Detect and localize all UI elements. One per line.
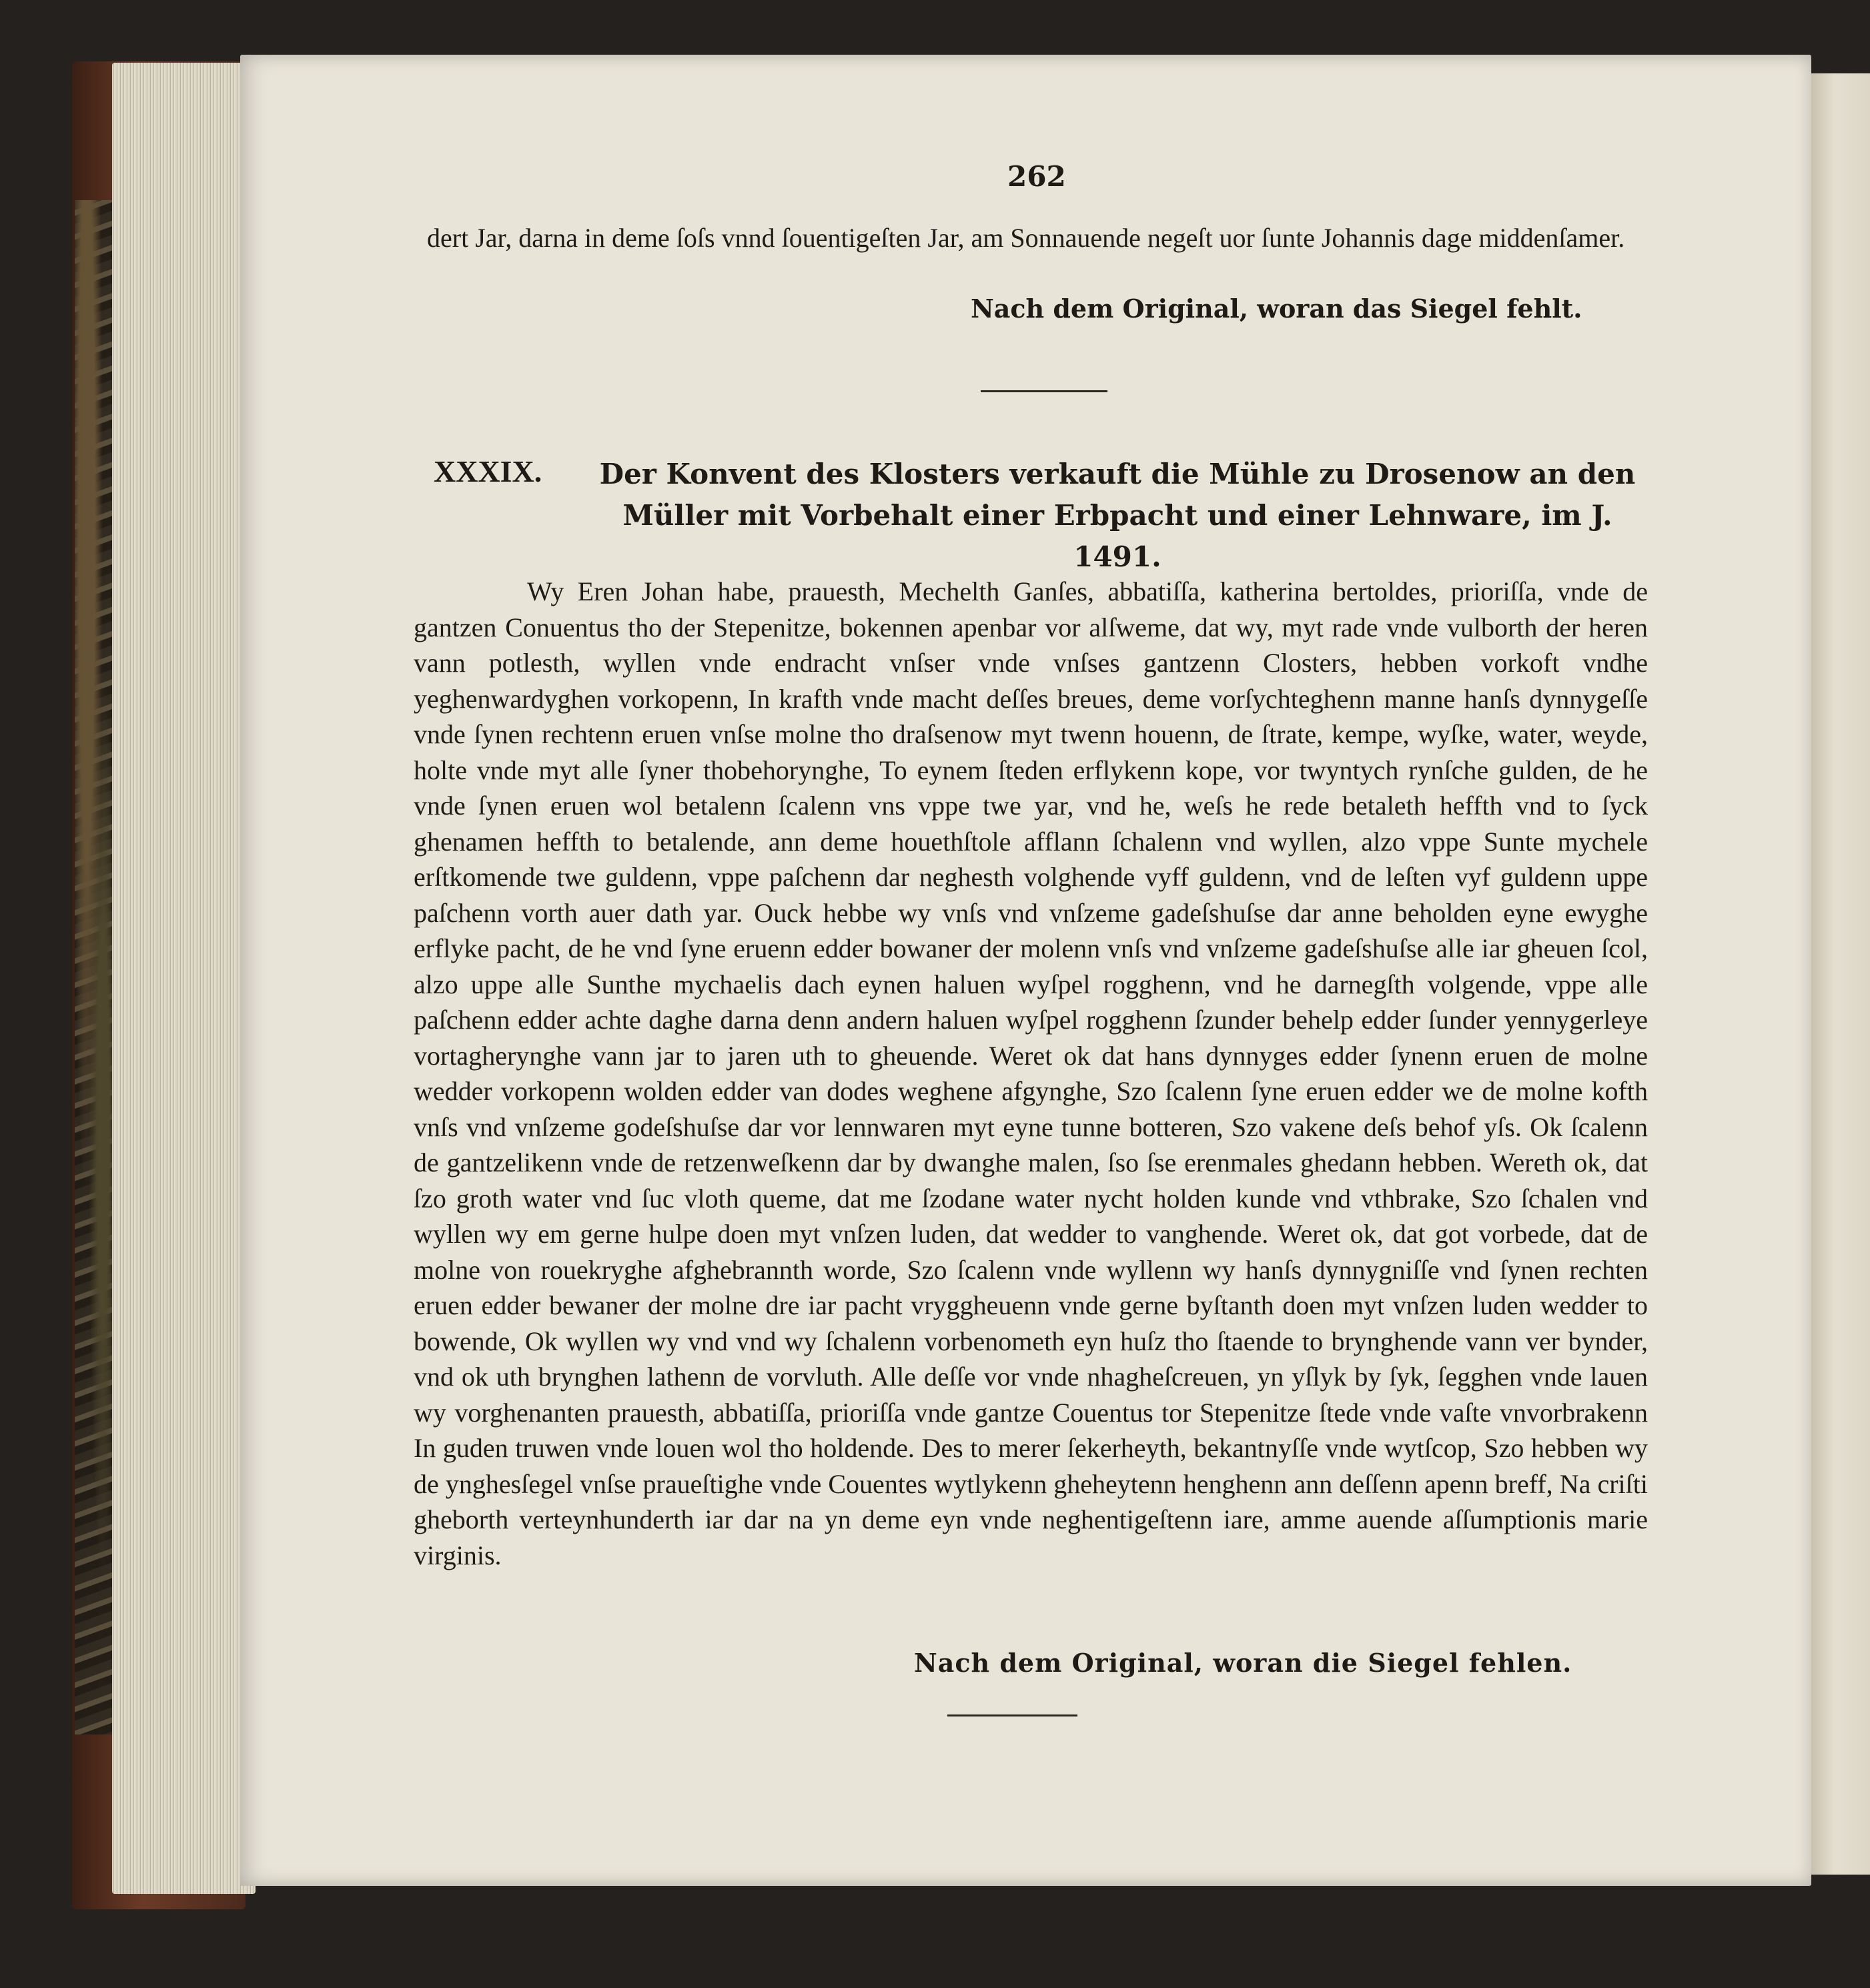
continuation-text: dert Jar, darna in deme ſoſs vnnd ſouentigeſten Jar, am Sonnauende negeſt uor ſunte Johannis dage middenſamer. xyxy=(427,223,1625,253)
page-edges xyxy=(112,63,256,1894)
document-heading: Der Konvent des Klosters verkauft die Mühle zu Drosenow an den Müller mit Vorbehalt einer Erbpacht und einer Lehnware, im J. 1491. xyxy=(599,458,1636,573)
page-number: 262 xyxy=(1007,160,1066,193)
document-number: XXXIX. xyxy=(434,454,542,488)
section-divider xyxy=(981,390,1107,392)
facing-page-edge xyxy=(1811,73,1870,1875)
end-divider xyxy=(947,1714,1077,1716)
source-note: Nach dem Original, woran das Siegel fehlt. xyxy=(971,294,1582,324)
marbled-cover-pattern xyxy=(75,200,115,1734)
source-note-end: Nach dem Original, woran die Siegel fehlen. xyxy=(914,1648,1572,1678)
document-body: Wy Eren Johan habe, prauesth, Mechelth Ganſes, abbatiſſa, katherina bertoldes, prioriſſa, vnde de gantzen Conuentus tho der Stepenitze, bokennen apenbar vor alſweme, dat wy, myt rade vnde vulborth der heren vann potlesth, wyllen vnde endracht vnſser vnde vnſses gantzenn Closters, hebben vorkoft vndhe yeghenwardyghen vorkopenn, In krafth vnde macht deſſes breues, deme vorſychteghenn manne hanſs dynnygeſſe vnde ſynen rechtenn eruen vnſse molne tho draſsenow myt twenn houenn, de ſtrate, kempe, wyſke, water, weyde, holte vnde myt alle ſyner thobehorynghe, To eynem ſteden erflykenn kope, vor twyntych rynſche gulden, de he vnde ſynen eruen wol betalenn ſcalenn vns vppe twe yar, vnd he, weſs he rede betaleth heffth vnd to ſyck ghenamen heffth to betalende, ann deme houethſtole afflann ſchalenn vnd wyllen, alzo vppe Sunte mychele erſtkomende twe guldenn, vppe paſchenn dar neghesth volghende vyff guldenn, vnd de leſten vyf guldenn uppe paſchenn vorth auer dath yar. Ouck hebbe wy vnſs vnd vnſzeme gadeſshuſse dar anne beholden eyne ewyghe erflyke pacht, de he vnd ſyne eruenn edder bowaner der molenn vnſs vnd vnſzeme gadeſshuſse alle iar gheuen ſcol, alzo uppe alle Sunthe mychaelis dach eynen haluen wyſpel rogghenn, vnd he darnegſth volgende, vppe alle paſchenn edder achte daghe darna denn andern haluen wyſpel rogghenn ſzunder behelp edder ſunder yennygerleye vortagherynghe vann jar to jaren uth to gheuende. Weret ok dat hans dynnyges edder ſynenn eruen de molne wedder vorkopenn wolden edder van dodes weghene afgynghe, Szo ſcalenn ſyne eruen edder we de molne kofth vnſs vnd vnſzeme godeſshuſse dar vor lennwaren myt eyne tunne botteren, Szo vakene deſs behof yſs. Ok ſcalenn de gantzelikenn vnde de retzenweſkenn dar by dwanghe malen, ſso ſse erenmales ghedann hebben. Wereth ok, dat ſzo groth water vnd ſuc vloth queme, dat me ſzodane water nycht holden kunde vnd vthbrake, Szo ſchalen vnd wyllen wy em gerne hulpe doen myt vnſzen luden, dat wedder to vanghende. Weret ok, dat got vorbede, dat de molne von rouekryghe afghebrannth worde, Szo ſcalenn vnde wyllenn wy hanſs dynnygniſſe vnd ſynen rechten eruen edder bewaner der molne dre iar pacht vryggheuenn vnde gerne byſtanth doen myt vnſzen luden wedder to bowende, Ok wyllen wy vnd vnd wy ſchalenn vorbenometh eyn huſz tho ſtaende to brynghende vann ver bynder, vnd ok uth brynghen lathenn de vorvluth. Alle deſſe vor vnde nhagheſcreuen, yn yſlyk by ſyk, ſegghen vnde lauen wy vorghenanten prauesth, abbatiſſa, prioriſſa vnde gantze Couentus tor Stepenitze ſtede vnde vaſte vnvorbrakenn In guden truwen vnde louen wol tho holdende. Des to merer ſekerheyth, bekantnyſſe vnde wytſcop, Szo hebben wy de ynghesſegel vnſse praueſtighe vnde Couentes wytlykenn gheheytenn henghenn ann deſſenn apenn breff, Na criſti gheborth verteynhunderth iar dar na yn deme eyn vnde neghentigeſtenn iare, amme auende aſſumptionis marie virginis. xyxy=(414,576,1648,1570)
